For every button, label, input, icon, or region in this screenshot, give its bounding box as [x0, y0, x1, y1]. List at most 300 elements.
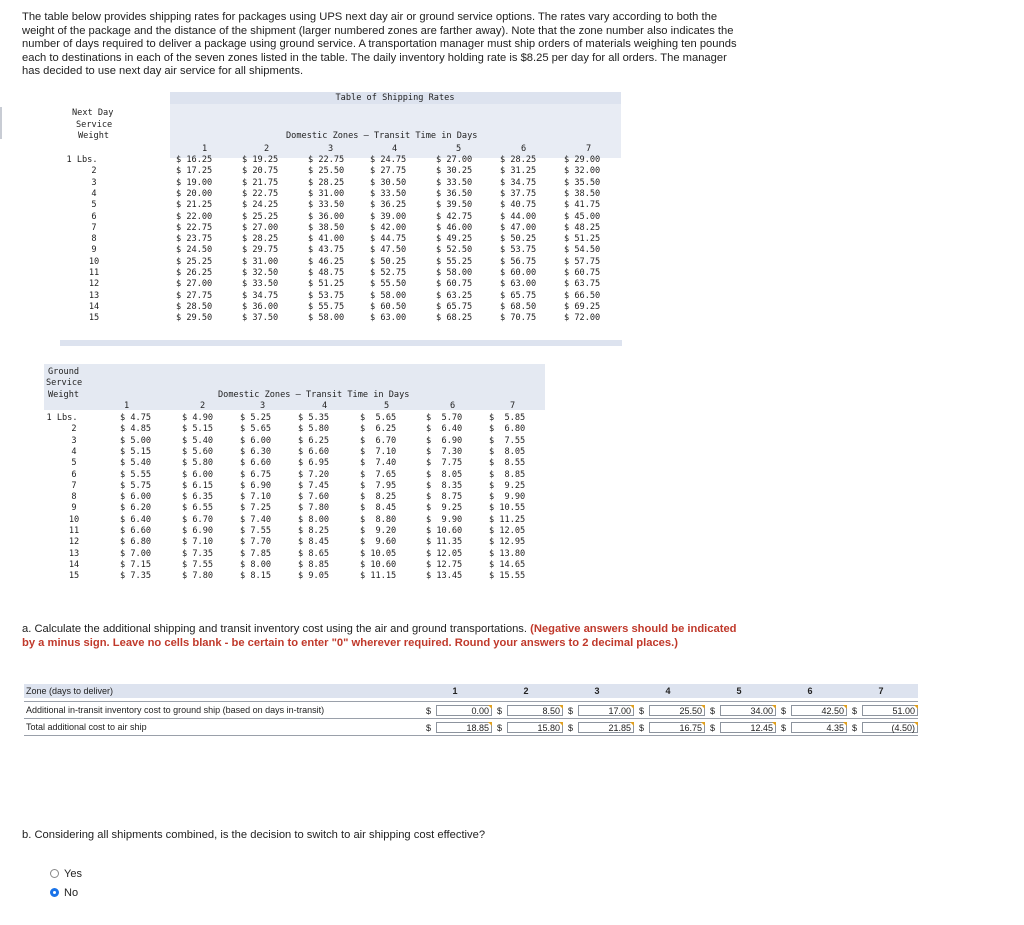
air-rate-cell: $ 22.75: [308, 155, 345, 165]
air-rate-cell: $ 36.25: [370, 200, 407, 211]
air-rate-cell: $ 41.00: [308, 234, 345, 245]
air-rate-cell: $ 65.75: [500, 290, 537, 301]
ground-weight-cell: 2: [71, 424, 77, 435]
ground-rate-cell: $ 6.80: [120, 537, 152, 548]
answer-zone-3: 3: [594, 686, 600, 696]
currency-sign: $: [639, 723, 645, 733]
ground-rate-cell: $ 7.95: [360, 480, 397, 491]
radio-circle[interactable]: [50, 888, 59, 897]
ground-zone-3: 3: [260, 401, 266, 411]
air-rate-cell: $ 50.25: [500, 234, 537, 245]
air-weight-cell: 1 Lbs.: [66, 155, 98, 165]
air-table-row: [60, 268, 625, 279]
air-rate-cell: $ 49.25: [436, 234, 473, 245]
currency-sign: $: [781, 723, 787, 733]
air-table-row: [60, 245, 625, 256]
ground-rate-cell: $ 6.90: [182, 526, 214, 536]
ground-rate-cell: $ 8.00: [298, 514, 330, 525]
currency-sign: $: [781, 706, 787, 716]
total-cost-input-zone-1[interactable]: 18.85: [436, 722, 492, 733]
total-cost-input-zone-3[interactable]: 21.85: [578, 722, 634, 733]
air-rate-cell: $ 32.50: [242, 268, 279, 278]
total-cost-input-zone-6[interactable]: 4.35: [791, 722, 847, 733]
answer-flag: [701, 722, 705, 726]
air-rate-cell: $ 50.25: [370, 256, 407, 267]
ground-rate-cell: $ 6.95: [298, 458, 330, 469]
air-rate-cell: $ 24.25: [242, 200, 279, 211]
air-rate-cell: $ 51.25: [564, 234, 601, 245]
inventory-cost-input-zone-1[interactable]: 0.00: [436, 705, 492, 716]
ground-rate-cell: $ 9.05: [298, 571, 330, 582]
air-rate-cell: $ 27.75: [176, 290, 213, 301]
ground-rate-cell: $ 8.45: [298, 537, 330, 548]
air-zones-title: Domestic Zones – Transit Time in Days: [286, 131, 478, 141]
ground-rate-cell: $ 7.75: [426, 458, 463, 469]
currency-sign: $: [426, 723, 432, 733]
air-weight-cell: 12: [88, 279, 100, 290]
air-table-row: [60, 234, 625, 245]
ground-rate-cell: $ 7.35: [182, 548, 214, 559]
air-weight-cell: 10: [88, 256, 100, 267]
answer-flag: [559, 705, 563, 709]
air-rate-cell: $ 45.00: [564, 211, 601, 222]
air-label-line-3: Weight: [78, 131, 110, 141]
air-weight-cell: 3: [91, 177, 97, 188]
answer-flag: [488, 722, 492, 726]
answer-zone-1: 1: [452, 686, 458, 696]
air-weight-cell: 6: [91, 211, 97, 222]
inventory-cost-row-label: Additional in-transit inventory cost to ground ship (based on days in-transit): [26, 705, 325, 715]
ground-table-row: [44, 526, 549, 537]
radio-circle[interactable]: [50, 869, 59, 878]
ground-rate-cell: $ 6.60: [298, 446, 330, 457]
inventory-cost-input-zone-6[interactable]: 42.50: [791, 705, 847, 716]
air-rate-cell: $ 27.00: [242, 222, 279, 233]
air-rate-cell: $ 58.00: [370, 290, 407, 301]
part-a-instruction: (Negative answers should be indicated by a minus sign. Leave no cells blank - be certain to enter "0" wherever required. Round your answers to 2 decimal places.): [22, 623, 737, 649]
ground-table-row: [44, 571, 549, 582]
ground-rate-cell: $ 9.25: [489, 480, 526, 491]
ground-rate-cell: $ 7.40: [240, 514, 272, 525]
ground-label-line-2: Service: [46, 378, 83, 388]
air-rate-cell: $ 37.50: [242, 313, 279, 324]
air-rate-cell: $ 27.00: [176, 279, 213, 290]
air-rate-cell: $ 65.75: [436, 301, 473, 312]
air-rate-cell: $ 66.50: [564, 290, 601, 301]
total-cost-input-zone-7[interactable]: (4.50): [862, 722, 918, 733]
air-rate-cell: $ 57.75: [564, 256, 601, 267]
air-rate-cell: $ 34.75: [500, 177, 537, 188]
ground-rate-cell: $ 7.80: [182, 571, 214, 582]
answer-flag: [914, 705, 918, 709]
air-rate-cell: $ 48.25: [564, 222, 601, 233]
ground-rate-cell: $ 8.25: [298, 526, 330, 536]
air-rate-cell: $ 44.00: [500, 211, 537, 222]
ground-rate-cell: $ 5.80: [298, 424, 330, 435]
ground-weight-cell: 9: [71, 503, 77, 514]
currency-sign: $: [710, 723, 716, 733]
air-weight-cell: 5: [91, 200, 97, 211]
ground-rate-cell: $ 5.40: [120, 458, 152, 469]
inventory-cost-input-zone-2[interactable]: 8.50: [507, 705, 563, 716]
air-weight-cell: 7: [91, 222, 97, 233]
currency-sign: $: [497, 723, 503, 733]
ground-rate-cell: $ 8.45: [360, 503, 397, 514]
ground-weight-cell: 15: [68, 571, 80, 582]
air-rate-cell: $ 63.25: [436, 290, 473, 301]
ground-weight-cell: 5: [71, 458, 77, 469]
ground-rate-cell: $ 5.65: [240, 424, 272, 435]
air-table-row: [60, 279, 625, 290]
air-rate-cell: $ 42.00: [370, 222, 407, 233]
air-rate-cell: $ 35.50: [564, 177, 601, 188]
ground-weight-cell: 6: [71, 469, 77, 480]
air-rate-cell: $ 19.25: [242, 155, 279, 165]
ground-label-line-3: Weight: [48, 390, 80, 400]
air-rate-cell: $ 70.75: [500, 313, 537, 324]
answer-zone-7: 7: [878, 686, 884, 696]
air-weight-cell: 9: [91, 245, 97, 256]
ground-rate-cell: $ 8.85: [298, 559, 330, 570]
air-label-line-2: Service: [76, 120, 113, 130]
air-rate-cell: $ 25.50: [308, 166, 345, 177]
ground-table-row: [44, 447, 549, 458]
ground-rate-cell: $ 6.60: [240, 458, 272, 469]
air-table-row: [60, 178, 625, 189]
ground-rate-cell: $ 6.80: [489, 424, 526, 435]
currency-sign: $: [426, 706, 432, 716]
total-cost-input-zone-5[interactable]: 12.45: [720, 722, 776, 733]
air-rate-cell: $ 40.75: [500, 200, 537, 211]
air-table-row: [60, 291, 625, 302]
ground-rate-cell: $ 5.60: [182, 446, 214, 457]
air-rate-cell: $ 60.50: [370, 301, 407, 312]
ground-zone-1: 1: [124, 401, 130, 411]
problem-intro: The table below provides shipping rates for packages using UPS next day air or ground service options. The rates vary according to both the weight of the package and the distance of the shipment (larger numbered zones are farther away). Note that the zone number also indicates the number of days required to deliver a package using ground service. A transportation manager must ship orders of materials weighing ten pounds each to destinations in each of the seven zones listed in the table. The daily inventory holding rate is $8.25 per day for all orders. The manager has decided to use next day air service for all shipments.: [22, 11, 737, 78]
ground-rate-cell: $ 6.00: [240, 435, 272, 446]
ground-rate-cell: $ 8.00: [240, 559, 272, 570]
air-rate-cell: $ 28.50: [176, 301, 213, 312]
air-rate-cell: $ 29.75: [242, 245, 279, 256]
air-rate-cell: $ 38.50: [564, 188, 601, 199]
air-table-row: [60, 166, 625, 177]
inventory-cost-input-zone-4[interactable]: 25.50: [649, 705, 705, 716]
ground-rate-cell: $ 12.75: [426, 559, 463, 570]
currency-sign: $: [639, 706, 645, 716]
answer-flag: [630, 705, 634, 709]
ground-rate-cell: $ 7.00: [120, 548, 152, 559]
ground-rate-cell: $ 7.55: [182, 559, 214, 570]
ground-label-line-1: Ground: [48, 367, 80, 377]
answer-flag: [843, 705, 847, 709]
air-rate-cell: $ 55.75: [308, 301, 345, 312]
ground-rate-cell: $ 10.55: [489, 503, 526, 514]
ground-rate-cell: $ 6.00: [182, 469, 214, 480]
ground-rate-cell: $ 5.70: [426, 413, 463, 423]
ground-table-row: [44, 503, 549, 514]
air-rate-cell: $ 36.00: [308, 211, 345, 222]
ground-rate-cell: $ 8.15: [240, 571, 272, 582]
ground-weight-cell: 8: [71, 492, 77, 503]
currency-sign: $: [710, 706, 716, 716]
ground-rate-cell: $ 6.30: [240, 446, 272, 457]
ground-rate-cell: $ 5.40: [182, 435, 214, 446]
air-rate-cell: $ 31.00: [242, 256, 279, 267]
ground-zone-5: 5: [384, 401, 390, 411]
air-weight-cell: 15: [88, 313, 100, 324]
ground-rate-cell: $ 5.80: [182, 458, 214, 469]
air-rate-cell: $ 25.25: [242, 211, 279, 222]
air-rate-cell: $ 34.75: [242, 290, 279, 301]
ground-rate-cell: $ 5.15: [120, 446, 152, 457]
answer-flag: [914, 722, 918, 726]
air-rate-cell: $ 31.25: [500, 166, 537, 177]
air-rate-cell: $ 47.00: [500, 222, 537, 233]
answer-flag: [701, 705, 705, 709]
air-weight-cell: 4: [91, 188, 97, 199]
ground-rate-cell: $ 6.55: [182, 503, 214, 514]
air-rate-cell: $ 32.00: [564, 166, 601, 177]
air-rate-cell: $ 56.75: [500, 256, 537, 267]
inventory-cost-input-zone-5[interactable]: 34.00: [720, 705, 776, 716]
air-table-row: [60, 155, 625, 166]
ground-rate-cell: $ 5.85: [489, 413, 526, 423]
ground-table-row: [44, 492, 549, 503]
air-rates-table: [60, 92, 625, 347]
air-rate-cell: $ 42.75: [436, 211, 473, 222]
part-a-prefix: a. Calculate the additional shipping and transit inventory cost using the air and ground transportations.: [22, 623, 531, 635]
ground-rate-cell: $ 13.80: [489, 548, 526, 559]
air-rate-cell: $ 29.00: [564, 155, 601, 165]
air-rate-cell: $ 28.25: [500, 155, 537, 165]
air-rate-cell: $ 41.75: [564, 200, 601, 211]
air-weight-cell: 13: [88, 290, 100, 301]
option-label: No: [64, 887, 79, 899]
air-weight-cell: 8: [91, 234, 97, 245]
ground-rate-cell: $ 12.95: [489, 537, 526, 548]
air-zone-2: 2: [264, 144, 270, 154]
ground-rate-cell: $ 6.15: [182, 480, 214, 491]
ground-rate-cell: $ 4.85: [120, 424, 152, 435]
air-rate-cell: $ 72.00: [564, 313, 601, 324]
air-table-row: [60, 302, 625, 313]
ground-rate-cell: $ 8.25: [360, 492, 397, 503]
air-rate-cell: $ 69.25: [564, 301, 601, 312]
ground-rate-cell: $ 8.35: [426, 480, 463, 491]
air-table-title: Table of Shipping Rates: [335, 93, 455, 103]
ground-rate-cell: $ 5.00: [120, 435, 152, 446]
ground-rate-cell: $ 7.85: [240, 548, 272, 559]
ground-rate-cell: $ 6.60: [120, 526, 152, 536]
air-weight-cell: 11: [88, 268, 100, 278]
air-rate-cell: $ 36.00: [242, 301, 279, 312]
air-rate-cell: $ 23.75: [176, 234, 213, 245]
ground-rate-cell: $ 8.05: [489, 446, 526, 457]
option-yes-radio[interactable]: [50, 868, 110, 882]
air-zone-7: 7: [586, 144, 592, 154]
ground-table-row: [44, 413, 549, 424]
air-rate-cell: $ 20.00: [176, 188, 213, 199]
air-rate-cell: $ 44.75: [370, 234, 407, 245]
answer-zone-4: 4: [665, 686, 671, 696]
air-rate-cell: $ 25.25: [176, 256, 213, 267]
ground-rate-cell: $ 7.65: [360, 469, 397, 480]
air-rate-cell: $ 24.50: [176, 245, 213, 256]
ground-rate-cell: $ 6.00: [120, 492, 152, 503]
ground-table-row: [44, 515, 549, 526]
air-zone-5: 5: [456, 144, 462, 154]
air-rate-cell: $ 22.00: [176, 211, 213, 222]
air-zone-3: 3: [328, 144, 334, 154]
option-no-radio[interactable]: [50, 887, 110, 901]
ground-rate-cell: $ 6.90: [240, 480, 272, 491]
currency-sign: $: [852, 706, 858, 716]
ground-rate-cell: $ 8.55: [489, 458, 526, 469]
ground-rate-cell: $ 6.25: [360, 424, 397, 435]
air-rate-cell: $ 55.25: [436, 256, 473, 267]
ground-rate-cell: $ 7.10: [360, 446, 397, 457]
ground-weight-cell: 13: [68, 548, 80, 559]
part-b-question: b. Considering all shipments combined, is the decision to switch to air shipping cost effective?: [22, 829, 486, 841]
ground-zone-6: 6: [450, 401, 456, 411]
air-rate-cell: $ 29.50: [176, 313, 213, 324]
ground-rate-cell: $ 11.25: [489, 514, 526, 525]
ground-rate-cell: $ 5.35: [298, 413, 330, 423]
air-rate-cell: $ 20.75: [242, 166, 279, 177]
air-rate-cell: $ 26.25: [176, 268, 213, 278]
air-rate-cell: $ 39.50: [436, 200, 473, 211]
air-table-row: [60, 257, 625, 268]
air-rate-cell: $ 60.75: [436, 279, 473, 290]
air-rate-cell: $ 46.00: [436, 222, 473, 233]
air-weight-cell: 14: [88, 301, 100, 312]
air-zone-4: 4: [392, 144, 398, 154]
ground-table-row: [44, 424, 549, 435]
air-rate-cell: $ 47.50: [370, 245, 407, 256]
zone-header-label: Zone (days to deliver): [26, 686, 114, 696]
ground-weight-cell: 1 Lbs.: [46, 413, 78, 423]
air-rate-cell: $ 27.00: [436, 155, 473, 165]
ground-rate-cell: $ 7.35: [120, 571, 152, 582]
ground-rate-cell: $ 9.90: [426, 514, 463, 525]
ground-rate-cell: $ 7.10: [240, 492, 272, 503]
air-table-row: [60, 313, 625, 324]
ground-rate-cell: $ 4.90: [182, 413, 214, 423]
ground-rate-cell: $ 7.30: [426, 446, 463, 457]
answer-flag: [772, 722, 776, 726]
air-rate-cell: $ 17.25: [176, 166, 213, 177]
air-rate-cell: $ 54.50: [564, 245, 601, 256]
air-rate-cell: $ 27.75: [370, 166, 407, 177]
row-divider-2: [24, 718, 918, 719]
air-rate-cell: $ 37.75: [500, 188, 537, 199]
ground-rate-cell: $ 6.20: [120, 503, 152, 514]
ground-table-row: [44, 537, 549, 548]
air-rate-cell: $ 63.75: [564, 279, 601, 290]
air-rate-cell: $ 53.75: [500, 245, 537, 256]
ground-rate-cell: $ 8.80: [360, 514, 397, 525]
total-cost-input-zone-4[interactable]: 16.75: [649, 722, 705, 733]
ground-rate-cell: $ 7.45: [298, 480, 330, 491]
air-rate-cell: $ 28.25: [308, 177, 345, 188]
row-divider-3: [24, 735, 918, 736]
ground-rate-cell: $ 5.65: [360, 413, 397, 423]
ground-table-row: [44, 470, 549, 481]
ground-rate-cell: $ 8.65: [298, 548, 330, 559]
ground-table-row: [44, 436, 549, 447]
ground-rate-cell: $ 12.05: [426, 548, 463, 559]
ground-weight-cell: 14: [68, 559, 80, 570]
air-label-line-1: Next Day: [72, 108, 114, 118]
ground-rate-cell: $ 6.70: [182, 514, 214, 525]
air-rate-cell: $ 52.75: [370, 268, 407, 278]
ground-rate-cell: $ 9.25: [426, 503, 463, 514]
ground-rate-cell: $ 6.75: [240, 469, 272, 480]
answer-zone-6: 6: [807, 686, 813, 696]
ground-rate-cell: $ 8.85: [489, 469, 526, 480]
ground-rate-cell: $ 13.45: [426, 571, 463, 582]
air-rate-cell: $ 22.75: [176, 222, 213, 233]
ground-rate-cell: $ 7.10: [182, 537, 214, 548]
air-rate-cell: $ 33.50: [436, 177, 473, 188]
ground-weight-cell: 4: [71, 446, 77, 457]
answer-flag: [843, 722, 847, 726]
ground-rate-cell: $ 5.15: [182, 424, 214, 435]
ground-rate-cell: $ 6.40: [426, 424, 463, 435]
ground-rate-cell: $ 5.55: [120, 469, 152, 480]
part-a-question: [22, 623, 742, 650]
air-rate-cell: $ 33.50: [370, 188, 407, 199]
ground-rate-cell: $ 7.70: [240, 537, 272, 548]
air-rate-cell: $ 24.75: [370, 155, 407, 165]
air-rate-cell: $ 60.00: [500, 268, 537, 278]
ground-weight-cell: 11: [68, 526, 80, 536]
ground-rate-cell: $ 6.90: [426, 435, 463, 446]
answer-flag: [772, 705, 776, 709]
ground-zone-4: 4: [322, 401, 328, 411]
air-rate-cell: $ 16.25: [176, 155, 213, 165]
air-rate-cell: $ 58.00: [436, 268, 473, 278]
answer-zone-2: 2: [523, 686, 529, 696]
ground-rate-cell: $ 9.90: [489, 492, 526, 503]
air-rate-cell: $ 43.75: [308, 245, 345, 256]
inventory-cost-input-zone-3[interactable]: 17.00: [578, 705, 634, 716]
ground-zones-title: Domestic Zones – Transit Time in Days: [218, 390, 410, 400]
ground-rate-cell: $ 7.80: [298, 503, 330, 514]
ground-rate-cell: $ 10.05: [360, 548, 397, 559]
ground-rate-cell: $ 14.65: [489, 559, 526, 570]
ground-rate-cell: $ 9.20: [360, 526, 397, 536]
air-rate-cell: $ 33.50: [308, 200, 345, 211]
air-rate-cell: $ 51.25: [308, 279, 345, 290]
air-rate-cell: $ 28.25: [242, 234, 279, 245]
air-table-row: [60, 212, 625, 223]
currency-sign: $: [497, 706, 503, 716]
answer-zone-5: 5: [736, 686, 742, 696]
inventory-cost-input-zone-7[interactable]: 51.00: [862, 705, 918, 716]
ground-rate-cell: $ 7.15: [120, 559, 152, 570]
ground-rate-cell: $ 7.55: [240, 526, 272, 536]
air-zone-6: 6: [521, 144, 527, 154]
ground-rate-cell: $ 7.60: [298, 492, 330, 503]
ground-weight-cell: 3: [71, 435, 77, 446]
air-rate-cell: $ 68.50: [500, 301, 537, 312]
total-cost-input-zone-2[interactable]: 15.80: [507, 722, 563, 733]
ground-rate-cell: $ 4.75: [120, 413, 152, 423]
ground-rate-cell: $ 11.15: [360, 571, 397, 582]
air-rate-cell: $ 58.00: [308, 313, 345, 324]
answer-flag: [630, 722, 634, 726]
